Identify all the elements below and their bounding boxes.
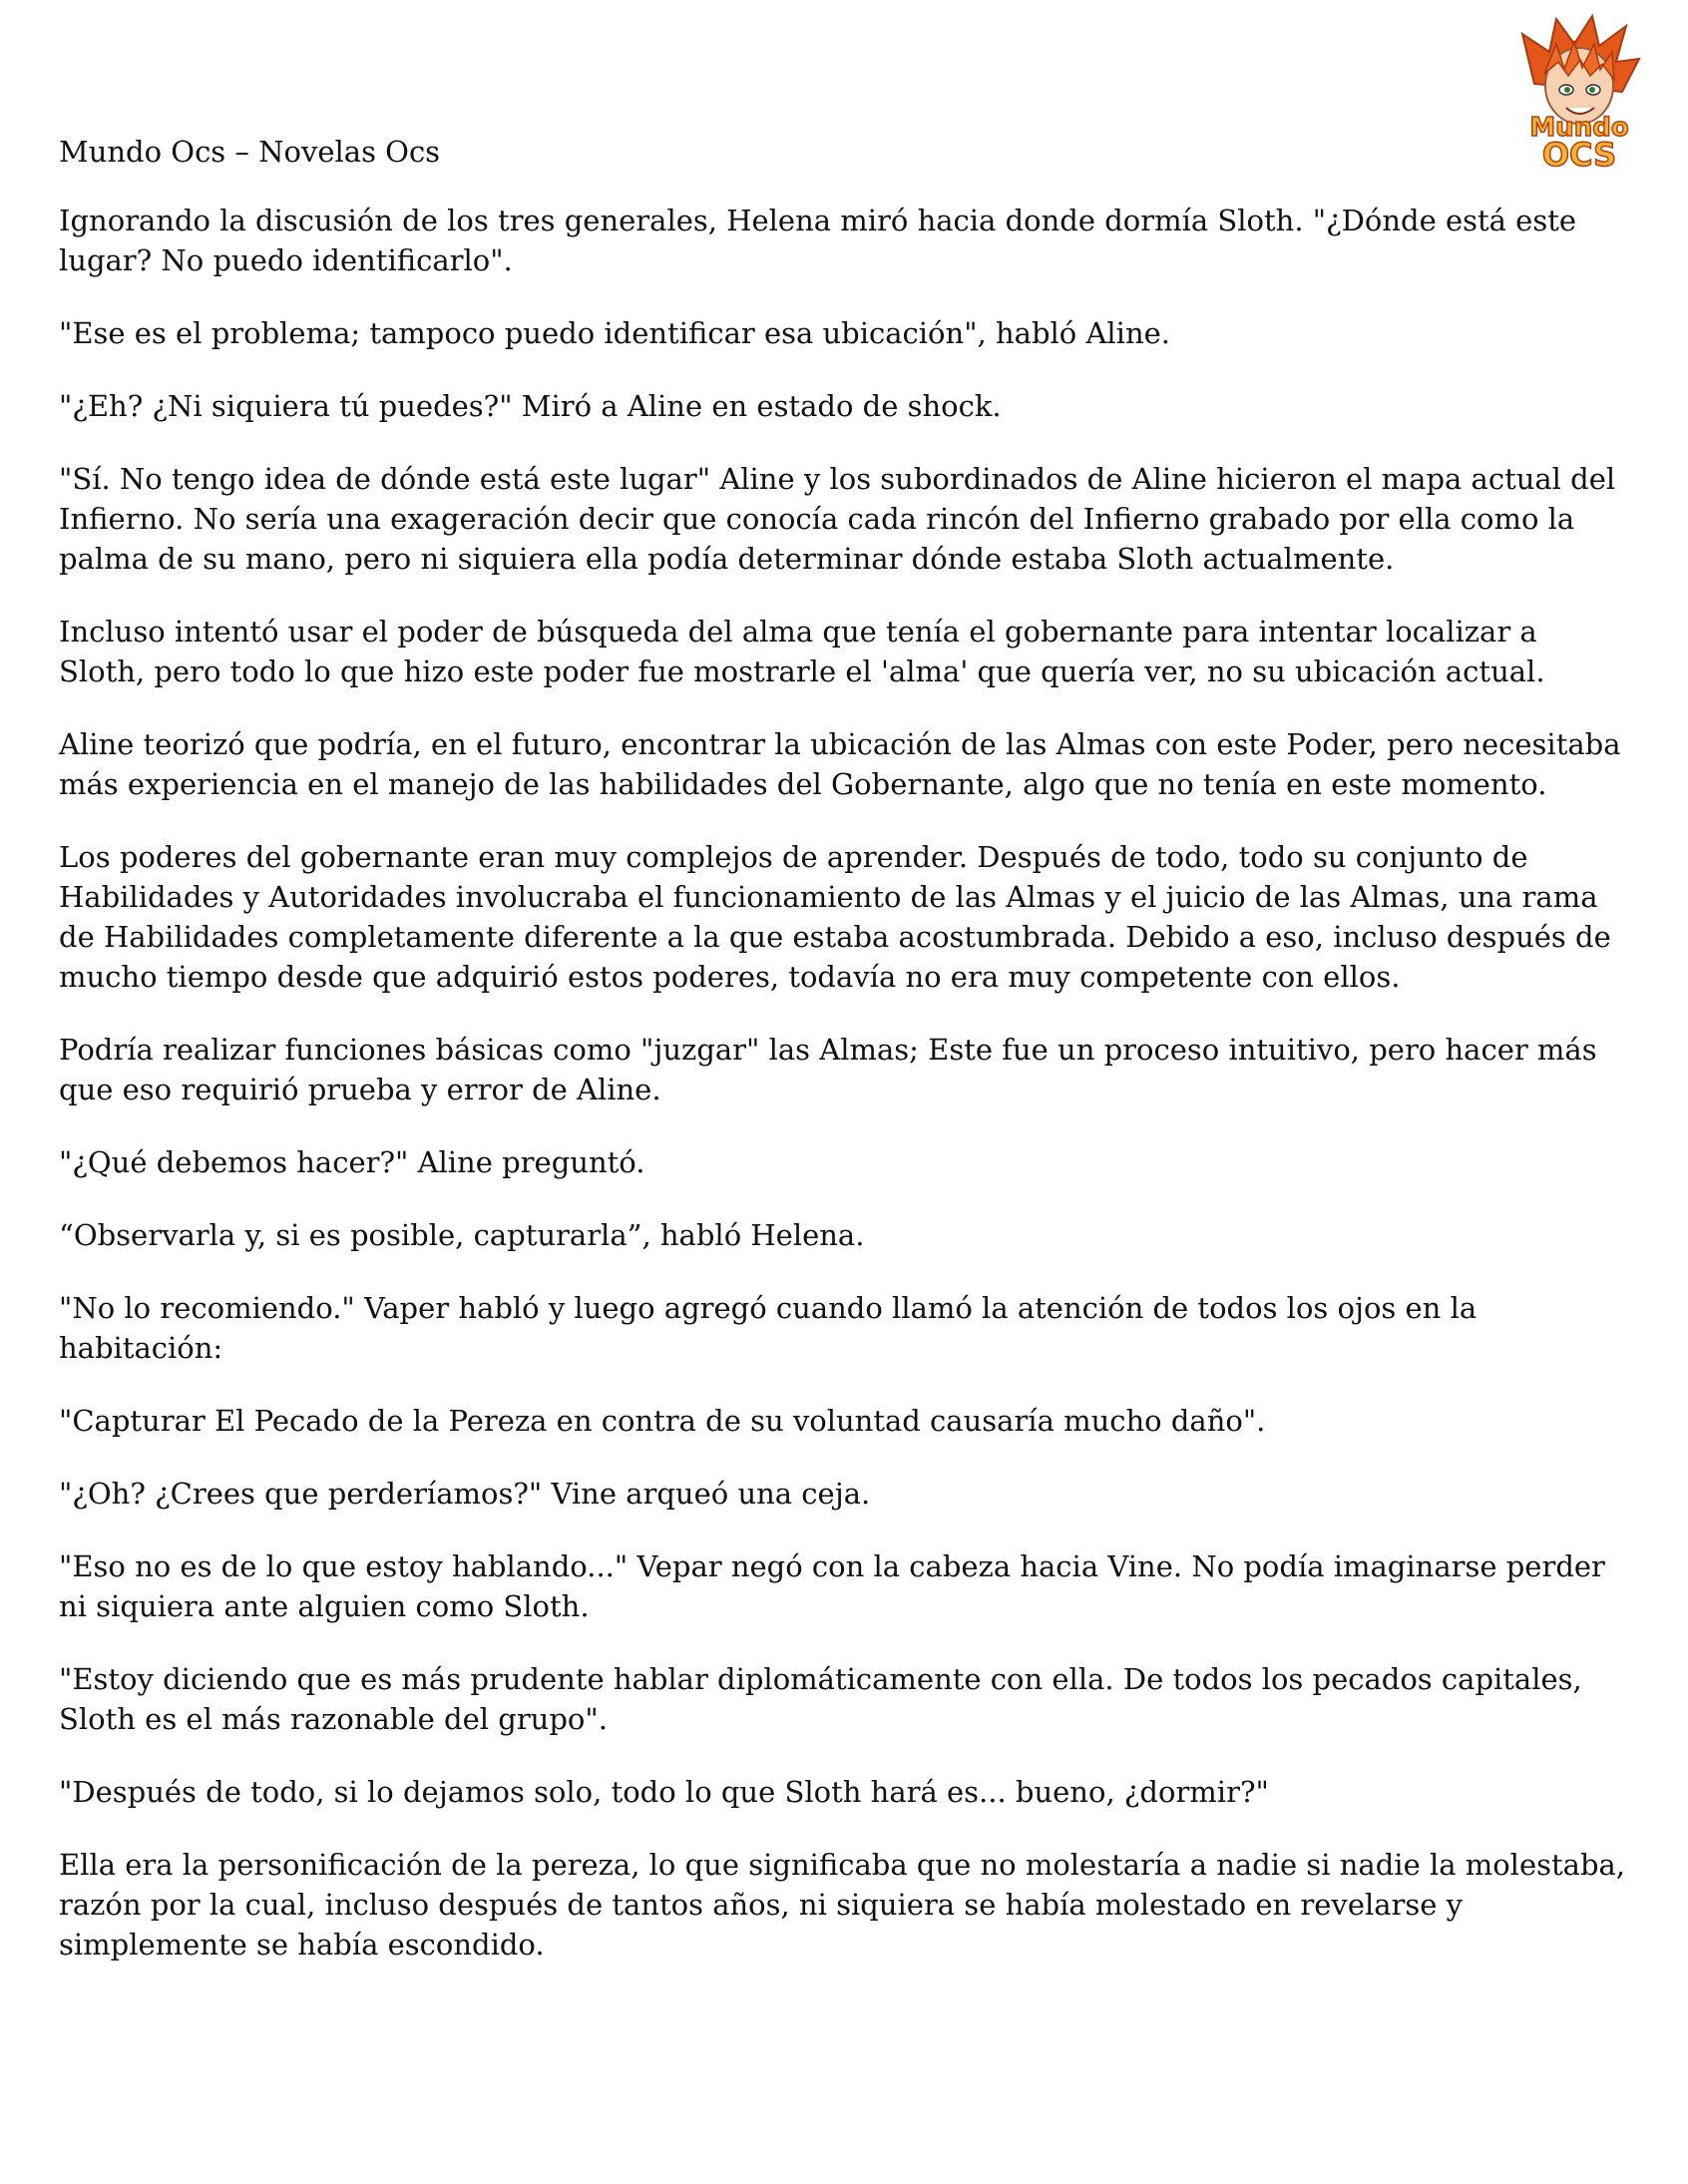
logo-text-line-2: OCS: [1541, 136, 1617, 174]
paragraph: Ella era la personificación de la pereza, lo que significaba que no molestaría a nadie si nadie la molestaba, razón por la cual, incluso después de tantos años, ni siquiera se había molestado en revelarse y simplemente se había escondido.: [59, 1848, 1626, 1962]
paragraph: “Observarla y, si es posible, capturarla”, habló Helena.: [59, 1218, 865, 1252]
paragraph: "No lo recomiendo." Vaper habló y luego agregó cuando llamó la atención de todos los ojos en la habitación:: [59, 1291, 1477, 1365]
site-title: Mundo Ocs – Novelas Ocs: [59, 135, 441, 169]
paragraph: "¿Eh? ¿Ni siquiera tú puedes?" Miró a Aline en estado de shock.: [59, 389, 1002, 423]
paragraph: "¿Qué debemos hacer?" Aline preguntó.: [59, 1145, 645, 1179]
paragraph: "Después de todo, si lo dejamos solo, todo lo que Sloth hará es... bueno, ¿dormir?": [59, 1775, 1269, 1809]
paragraph: Incluso intentó usar el poder de búsqueda del alma que tenía el gobernante para intentar localizar a Sloth, pero todo lo que hizo este poder fue mostrarle el 'alma' que quería ver, no su ubicación actual.: [59, 615, 1545, 688]
paragraph: Aline teorizó que podría, en el futuro, encontrar la ubicación de las Almas con este Poder, pero necesitaba más experiencia en el manejo de las habilidades del Gobernante, algo que no tenía en este momento.: [59, 727, 1621, 801]
mundo-ocs-logo-icon: [1504, 14, 1654, 174]
paragraph: "Eso no es de lo que estoy hablando..." Vepar negó con la cabeza hacia Vine. No podía imaginarse perder ni siquiera ante alguien como Sloth.: [59, 1549, 1605, 1623]
paragraph: Ignorando la discusión de los tres generales, Helena miró hacia donde dormía Sloth. "¿Dónde está este lugar? No puedo identificarlo".: [59, 204, 1577, 277]
paragraph: Los poderes del gobernante eran muy complejos de aprender. Después de todo, todo su conjunto de Habilidades y Autoridades involucraba el funcionamiento de las Almas y el juicio de las Almas, una rama de Habilidades completamente diferente a la que estaba acostumbrada. Debido a eso, incluso después de mucho tiempo desde que adquirió estos poderes, todavía no era muy competente con ellos.: [59, 840, 1611, 994]
paragraph: "¿Oh? ¿Crees que perderíamos?" Vine arqueó una ceja.: [59, 1477, 871, 1511]
paragraph: "Capturar El Pecado de la Pereza en contra de su voluntad causaría mucho daño".: [59, 1404, 1266, 1438]
paragraph: "Estoy diciendo que es más prudente hablar diplomáticamente con ella. De todos los pecados capitales, Sloth es el más razonable del grupo".: [59, 1662, 1582, 1736]
paragraph: "Sí. No tengo idea de dónde está este lugar" Aline y los subordinados de Aline hicieron el mapa actual del Infierno. No sería una exageración decir que conocía cada rincón del Infierno grabado por ella como la palma de su mano, pero ni siquiera ella podía determinar dónde estaba Sloth actualmente.: [59, 462, 1616, 576]
logo-text-line-1: Mundo: [1529, 113, 1629, 143]
paragraph: Podría realizar funciones básicas como "juzgar" las Almas; Este fue un proceso intuitivo, pero hacer más que eso requirió prueba y error de Aline.: [59, 1033, 1597, 1106]
paragraph: "Ese es el problema; tampoco puedo identificar esa ubicación", habló Aline.: [59, 316, 1171, 350]
